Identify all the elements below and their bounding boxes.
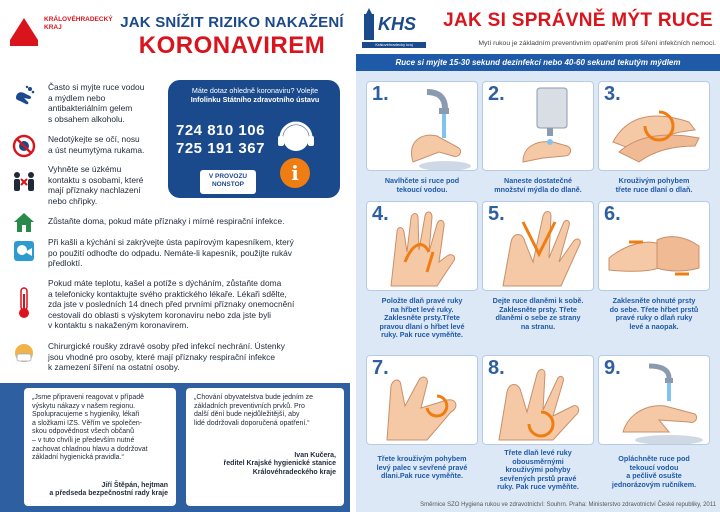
caption-line: jednorázovým ručníkem.: [611, 479, 697, 489]
caption-line: Naneste dostatečné: [504, 176, 572, 185]
tip-line: zda jste v posledních 14 dnech před prvními příznaky onemocnění: [48, 299, 295, 310]
tip-line: Vyhněte se úzkému: [48, 164, 122, 174]
infoline-name: Infolinku Státního zdravotního ústavu: [190, 95, 320, 104]
step-7-image: [366, 355, 478, 445]
step-4-image: [366, 201, 478, 291]
quote-line: Spolupracujeme s hygieniky, lékaři: [32, 411, 140, 419]
khs-logo-text: KHS: [378, 14, 417, 34]
caption-line: Zaklesněte ohnuté prsty: [612, 296, 696, 305]
step-5-caption: [478, 297, 598, 331]
quote-line: základní hygienická pravidla.“: [32, 454, 124, 462]
tip-line: po použití odhoďte do odpadu. Nemáte-li kapesník, použijte rukáv: [48, 247, 292, 258]
duration-banner: Ruce si myjte 15-30 sekund dezinfekcí nebo 40-60 sekund tekutým mýdlem: [356, 54, 720, 71]
caption-line: třete ruce dlaní o dlaň.: [615, 184, 693, 194]
signature-name: Jiří Štěpán, hejtman: [101, 482, 168, 489]
tip-line: v kontaktu s nakaženým koronavirem.: [48, 320, 189, 331]
tip-text: [48, 164, 143, 206]
quote-signature: [224, 452, 336, 477]
logo-mark-base: [10, 40, 38, 46]
tip-text: [48, 237, 294, 269]
signature-role: a předseda bezpečnostní rady kraje: [49, 490, 168, 498]
tip-text: [48, 341, 285, 373]
logo-mark-icon: [10, 18, 38, 40]
caption-line: Třete dlaň levé ruky: [504, 448, 572, 457]
caption-line: do sebe. Třete hřbet prstů: [609, 304, 699, 314]
quotes-section: [0, 383, 350, 512]
tip-line: Zůstaňte doma, pokud máte příznaky i mírné respirační infekce.: [48, 216, 285, 226]
step-7-caption: [362, 455, 482, 481]
caption-line: Zaklesněte prsty. Třete: [499, 304, 577, 314]
step-number: 3.: [604, 83, 621, 105]
signature-role: Královéhradeckého kraje: [252, 468, 336, 476]
step-number: 8.: [488, 357, 505, 379]
step-2-image: [482, 81, 594, 171]
khs-logo-sub: Královéhradecký kraj: [375, 42, 413, 47]
handwash-title: JAK SI SPRÁVNĚ MÝT RUCE: [443, 10, 713, 31]
caption-line: levé a naopak.: [629, 321, 679, 331]
infoline-question: [174, 86, 336, 104]
kralovehradecky-kraj-logo: [10, 10, 113, 50]
tip-line: předloktí.: [48, 258, 83, 269]
info-icon: i: [280, 158, 310, 188]
keep-distance-icon: [12, 170, 36, 194]
washing-hands-icon: [12, 84, 36, 108]
quote-line: další dění bude nejdůležitější, aby: [194, 411, 300, 419]
tip-text: [48, 216, 284, 227]
nonstop-badge: [200, 170, 256, 194]
signature-name: Ivan Kučera,: [294, 452, 336, 459]
step-number: 6.: [604, 203, 621, 225]
step-2-caption: [478, 177, 598, 194]
logo-text-line1: KRÁLOVÉHRADECKÝ: [44, 16, 113, 23]
caption-line: Třete krouživým pohybem: [377, 454, 467, 463]
caption-line: ruky. Pak ruce vyměňte.: [381, 330, 463, 340]
step-1-image: [366, 81, 478, 171]
tip-text: [48, 82, 144, 124]
caption-line: Navlhčete si ruce pod: [384, 176, 460, 185]
stay-home-icon: [12, 210, 36, 234]
caption-line: množství mýdla do dlaně.: [494, 184, 582, 194]
caption-line: tekoucí vodou.: [396, 184, 448, 194]
no-touch-face-icon: [12, 134, 36, 158]
phone-number-2[interactable]: 725 191 367: [176, 140, 265, 157]
source-footnote: Směrnice SZO Hygiena rukou ve zdravotnictví: Souhrn. Praha: Ministerstvo zdravotnictví České republiky, 2011: [420, 502, 716, 508]
khs-logo: [362, 8, 426, 50]
step-9-caption: [594, 455, 714, 489]
handwash-steps: [356, 71, 720, 512]
tip-line: cestovali do oblasti s výskytem koronaviru nebo zda jste byli: [48, 309, 271, 320]
left-title-line1: JAK SNÍŽIT RIZIKO NAKAŽENÍ: [120, 14, 344, 31]
tip-line: s obsahem alkoholu.: [48, 113, 125, 124]
step-9-image: [598, 355, 710, 445]
quote-line: lidé dodržovali doporučená opatření.“: [194, 419, 310, 427]
nonstop-line1: V PROVOZU: [208, 173, 248, 180]
face-mask-icon: [12, 343, 36, 367]
step-number: 2.: [488, 83, 505, 105]
step-3-caption: [594, 177, 714, 194]
step-number: 7.: [372, 357, 389, 379]
thermometer-icon: [12, 286, 36, 320]
caption-line: Krouživým pohybem: [618, 176, 690, 185]
handwash-subtitle: Mytí rukou je základním preventivním opatřením proti šíření infekčních nemocí.: [478, 40, 716, 47]
tip-line: kontaktu s osobami, které: [48, 174, 144, 185]
tip-text: [48, 278, 294, 331]
caption-line: na hřbet levé ruky.: [390, 304, 454, 314]
quote-line: základních preventivních prvků. Pro: [194, 402, 305, 410]
quote-line: zachovat chladnou hlavu a dodržovat: [32, 445, 148, 453]
phone-number-1[interactable]: 724 810 106: [176, 122, 265, 139]
step-6-caption: [594, 297, 714, 331]
step-4-caption: [362, 297, 482, 340]
caption-line: a pečlivě osušte: [626, 471, 682, 481]
quote-line: – v tuto chvíli je především nutné: [32, 436, 135, 444]
cough-tissue-icon: [12, 239, 36, 263]
quote-line: výskytu nákazy v našem regionu.: [32, 402, 136, 410]
caption-line: Opláchněte ruce pod: [618, 454, 690, 463]
logo-text: [44, 16, 113, 32]
tip-line: Chirurgické roušky zdravé osoby před infekcí nechrání. Ústenky: [48, 341, 285, 351]
step-number: 1.: [372, 83, 389, 105]
quote-line: „Jsme připraveni reagovat v případě: [32, 394, 145, 401]
caption-line: obousměrnými: [512, 456, 564, 466]
caption-line: Zaklesněte prsty.Třete: [384, 313, 460, 323]
logo-text-line2: KRAJ: [44, 24, 62, 31]
quote-signature: [49, 482, 168, 499]
quote-line: a složkami IZS. Věřím ve společen-: [32, 419, 143, 427]
step-5-image: [482, 201, 594, 291]
infoline-question-text: Máte dotaz ohledně koronaviru? Volejte: [191, 86, 319, 95]
quote-hejtman: [24, 388, 176, 506]
tip-line: Často si myjte ruce vodou: [48, 82, 145, 92]
signature-role: ředitel Krajské hygienické stanice: [223, 460, 336, 468]
step-1-caption: [362, 177, 482, 194]
caption-line: Položte dlaň pravé ruky: [381, 296, 463, 305]
caption-line: Dejte ruce dlaněmi k sobě.: [492, 296, 584, 305]
step-3-image: [598, 81, 710, 171]
tip-line: Pokud máte teplotu, kašel a potíže s dýcháním, zůstaňte doma: [48, 278, 282, 288]
step-8-caption: [478, 449, 598, 492]
caption-line: krouživými pohyby: [505, 465, 571, 475]
caption-line: na stranu.: [520, 321, 556, 331]
tip-line: k zamezení šíření na ostatní osoby.: [48, 362, 180, 373]
step-6-image: [598, 201, 710, 291]
tip-line: a mýdlem nebo: [48, 92, 106, 103]
tip-line: Při kašli a kýchání si zakrývejte ústa papírovým kapesníkem, který: [48, 237, 294, 247]
caption-line: ruky. Pak ruce vyměňte.: [497, 482, 579, 492]
tip-line: jsou vhodné pro osoby, které mají příznaky respirační infekce: [48, 351, 276, 362]
tip-line: a úst neumytýma rukama.: [48, 144, 145, 155]
tip-line: antibakteriálním gelem: [48, 103, 133, 114]
tip-text: [48, 134, 144, 155]
caption-line: levý palec v sevřené pravé: [376, 462, 468, 472]
step-number: 9.: [604, 357, 621, 379]
caption-line: tekoucí vodou: [629, 462, 679, 472]
nonstop-line2: NONSTOP: [211, 181, 245, 188]
operator-headset-icon: [272, 118, 320, 162]
caption-line: dlani.Pak ruce vyměňte.: [381, 471, 463, 481]
step-number: 5.: [488, 203, 505, 225]
tip-line: Nedotýkejte se očí, nosu: [48, 134, 140, 144]
step-8-image: [482, 355, 594, 445]
tip-line: a telefonicky kontaktujte svého praktického lékaře. Lékaři sdělte,: [48, 288, 287, 299]
caption-line: pravou dlaní o hřbet levé: [379, 321, 465, 331]
step-number: 4.: [372, 203, 389, 225]
caption-line: sevřených prstů pravé: [499, 473, 577, 483]
caption-line: pravé ruky o dlaň ruky: [615, 313, 693, 323]
tip-line: nebo chřipky.: [48, 195, 98, 206]
quote-line: skou odpovědnost všech občanů: [32, 428, 134, 436]
quote-line: „Chování obyvatelstva bude jedním ze: [194, 394, 314, 401]
tip-line: mají příznaky nachlazení: [48, 185, 141, 196]
left-title-line2: KORONAVIREM: [138, 32, 326, 59]
caption-line: dlaněmi o sebe ze strany: [495, 313, 581, 323]
quote-reditel: [186, 388, 344, 506]
